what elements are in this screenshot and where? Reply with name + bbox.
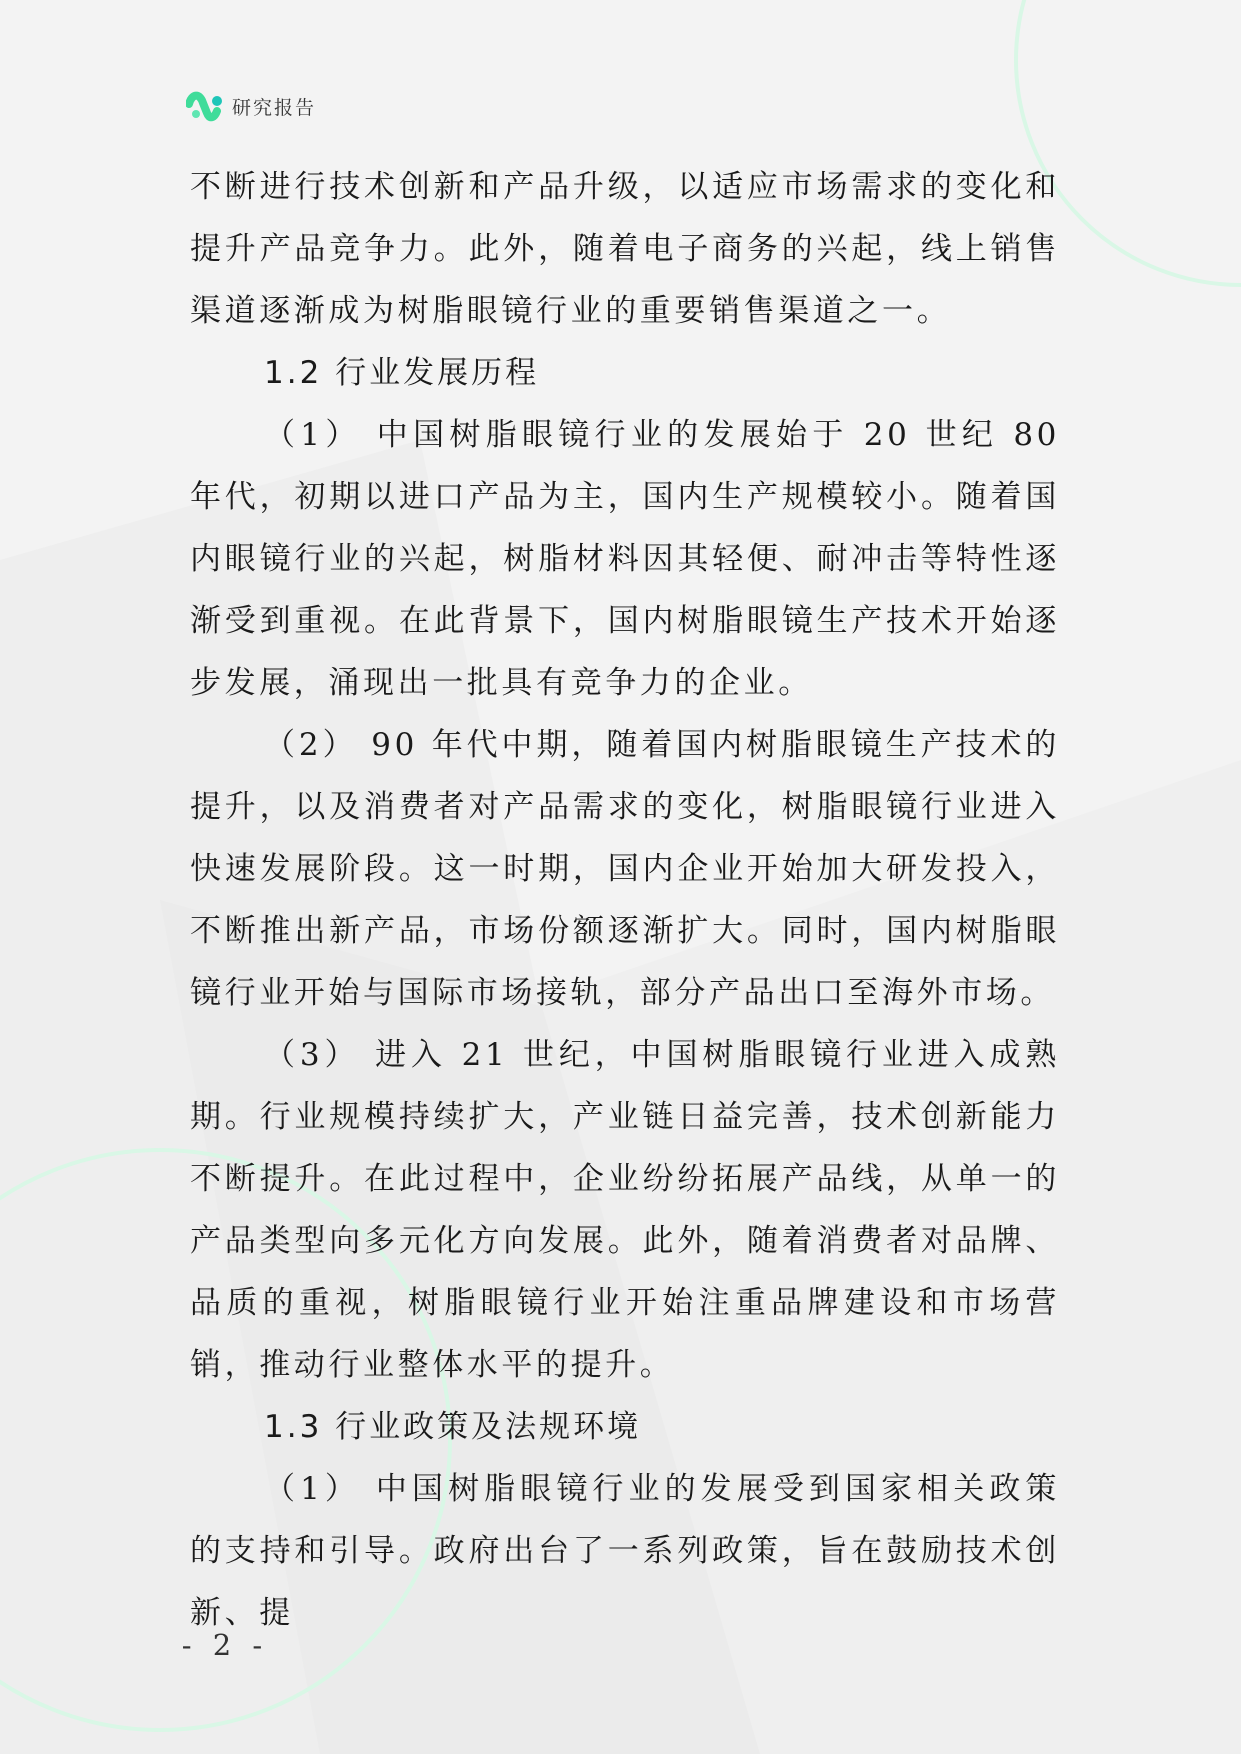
body-paragraph: （3） 进入 21 世纪，中国树脂眼镜行业进入成熟期。行业规模持续扩大，产业链日益完善，技术创新能力不断提升。在此过程中，企业纷纷拓展产品线，从单一的产品类型向多元化方向发展。此外，随着消费者对品牌、品质的重视，树脂眼镜行业开始注重品牌建设和市场营销，推动行业整体水平的提升。 bbox=[190, 1037, 1060, 1383]
report-header bbox=[186, 86, 316, 126]
section-heading: 1.2 行业发展历程 bbox=[264, 355, 540, 391]
body-paragraph: 不断进行技术创新和产品升级，以适应市场需求的变化和提升产品竞争力。此外，随着电子商务的兴起，线上销售渠道逐渐成为树脂眼镜行业的重要销售渠道之一。 bbox=[190, 169, 1060, 329]
page-number: - 2 - bbox=[181, 1628, 269, 1662]
section-heading: 1.3 行业政策及法规环境 bbox=[264, 1409, 642, 1445]
body-paragraph: （1） 中国树脂眼镜行业的发展受到国家相关政策的支持和引导。政府出台了一系列政策，旨在鼓励技术创新、提 bbox=[190, 1471, 1060, 1631]
logo-icon bbox=[186, 88, 224, 124]
header-label: 研究报告 bbox=[232, 96, 317, 119]
body-paragraph: （1） 中国树脂眼镜行业的发展始于 20 世纪 80 年代，初期以进口产品为主，国内生产规模较小。随着国内眼镜行业的兴起，树脂材料因其轻便、耐冲击等特性逐渐受到重视。在此背景下，国内树脂眼镜生产技术开始逐步发展，涌现出一批具有竞争力的企业。 bbox=[190, 417, 1060, 701]
body-paragraph: （2） 90 年代中期，随着国内树脂眼镜生产技术的提升，以及消费者对产品需求的变化，树脂眼镜行业进入快速发展阶段。这一时期，国内企业开始加大研发投入，不断推出新产品，市场份额逐渐扩大。同时，国内树脂眼镜行业开始与国际市场接轨，部分产品出口至海外市场。 bbox=[190, 727, 1060, 1011]
document-body bbox=[190, 156, 1060, 1644]
